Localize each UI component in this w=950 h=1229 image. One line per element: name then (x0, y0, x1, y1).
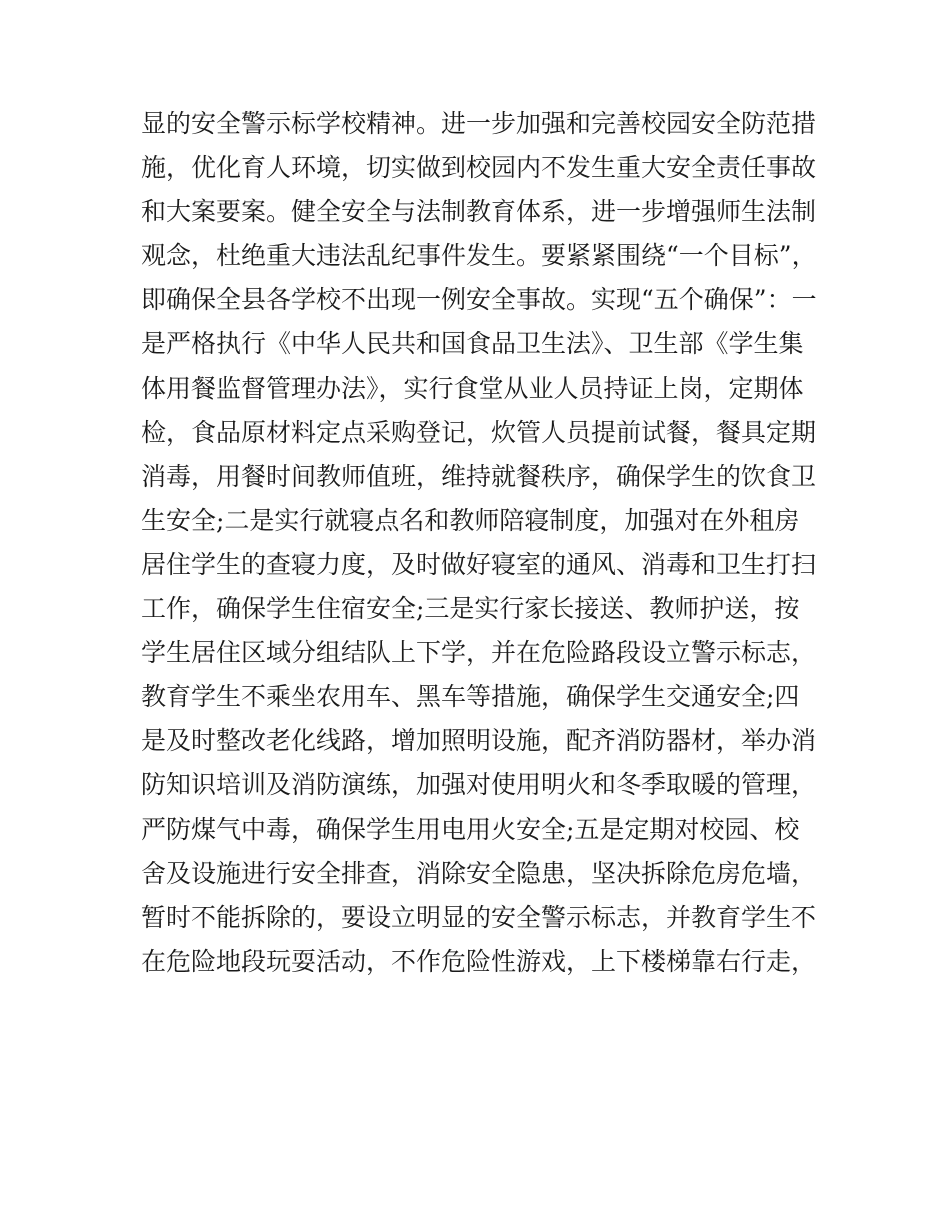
text-line: 在危险地段玩耍活动，不作危险性游戏，上下楼梯靠右行走， (141, 946, 817, 976)
text-line: 施，优化育人环境，切实做到校园内不发生重大安全责任事故 (141, 153, 817, 183)
text-line: 体用餐监督管理办法》，实行食堂从业人员持证上岗，定期体 (141, 373, 804, 403)
text-line: 是严格执行《中华人民共和国食品卫生法》、卫生部《学生集 (141, 329, 804, 359)
text-line: 显的安全警示标学校精神。进一步加强和完善校园安全防范措 (141, 109, 817, 138)
body-text (141, 102, 821, 984)
text-line: 工作，确保学生住宿安全;三是实行家长接送、教师护送，按 (141, 594, 800, 624)
text-line: 和大案要案。健全安全与法制教育体系，进一步增强师生法制 (141, 197, 817, 227)
text-line: 学生居住区域分组结队上下学，并在危险路段设立警示标志， (141, 638, 817, 668)
text-line: 教育学生不乘坐农用车、黑车等措施，确保学生交通安全;四 (141, 682, 800, 712)
text-line: 舍及设施进行安全排查，消除安全隐患，坚决拆除危房危墙， (141, 858, 817, 888)
text-line: 即确保全县各学校不出现一例安全事故。实现“五个确保”：一 (141, 285, 817, 315)
text-line: 防知识培训及消防演练，加强对使用明火和冬季取暖的管理， (141, 770, 817, 800)
text-line: 生安全;二是实行就寝点名和教师陪寝制度，加强对在外租房 (141, 505, 800, 535)
text-line: 居住学生的查寝力度，及时做好寝室的通风、消毒和卫生打扫 (141, 549, 817, 579)
text-line: 消毒，用餐时间教师值班，维持就餐秩序，确保学生的饮食卫 (141, 461, 817, 491)
text-line: 严防煤气中毒，确保学生用电用火安全;五是定期对校园、校 (141, 814, 800, 844)
text-line: 检，食品原材料定点采购登记，炊管人员提前试餐，餐具定期 (141, 417, 817, 447)
text-line: 是及时整改老化线路，增加照明设施，配齐消防器材，举办消 (141, 726, 817, 756)
text-line: 暂时不能拆除的，要设立明显的安全警示标志，并教育学生不 (141, 902, 817, 932)
text-line: 观念，杜绝重大违法乱纪事件发生。要紧紧围绕“一个目标”， (141, 241, 817, 271)
